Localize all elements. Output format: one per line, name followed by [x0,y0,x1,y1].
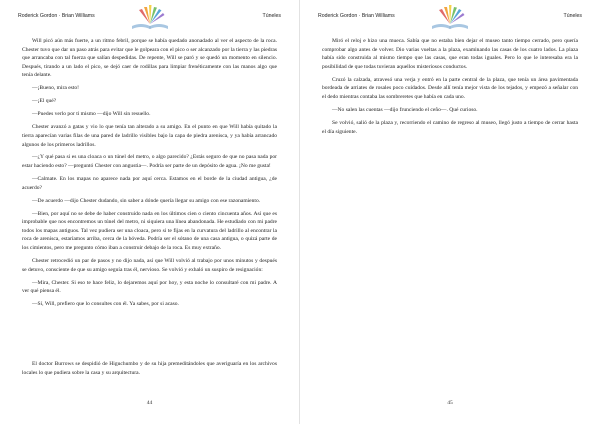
paragraph: —Calmate. En los mapas no aparece nada por aquí cerca. Estamos en el borde de la ciudad antigua, ¿de acuerdo? [22,176,277,191]
paragraph: —¡Bueno, mira esto! [32,85,79,92]
paragraph: —De acuerdo —dijo Chester dudando, sin saber a dónde quería llegar su amigo con ese razonamiento. [32,197,261,204]
paragraph: —¿Y qué pasa si es una cloaca o un túnel del metro, o algo parecido? ¿Estás seguro de que no pasa nada por estar haciendo esto? —preguntó Chester con angustia—. Podría ser parte de un depósito de agua. ¡No me gusta! [22,154,277,170]
paragraph: Will picó aún más fuerte, a un ritmo febril, porque se había quedado anonadado al ver el aspecto de la roca. Chester tuvo que dar un paso atrás para evitar que le golpeara con el pico o ser alcanzado por la tierra y las piedras que arrancaba con tal fuerza que salían despedidas. De repente, Will se paró y se quedó un momento en silencio. Después, tirando a un lado el pico, se dejó caer de rodillas para limpiar frenéticamente con las manos algo que tenía delante. [22,38,277,79]
paragraph: Cruzó la calzada, atravesó una verja y entró en la parte central de la plaza, que tenía un área pavimentada bordeada de arriates de rosales poco cuidados. Desde allí tenía mejor vista de los tejados, y empezó a señalar con el dedo mientras contaba las sombreretes que había en cada uno. [322,76,578,100]
paragraph: —Sí, Will, prefiero que lo consultes con él. Ya sabes, por si acaso. [32,301,179,308]
running-title: Túneles [563,13,582,19]
paragraph: —Mira, Chester. Si eso te hace feliz, lo dejaremos aquí por hoy, y esta noche lo consultaré con mi padre. A ver qué piensa él. [22,279,277,295]
left-page-section-start [22,360,277,377]
logo-book-icon [132,24,168,29]
paragraph: Chester retrocedió un par de pasos y no dijo nada, así que Will volvió al trabajo por unos minutos y después se detuvo, consciente de que su amigo seguía tras él, nervioso. Se volvió y exhaló un suspiro de resignación: [22,257,277,273]
left-page-body [22,37,277,313]
paragraph: —¡El qué? [32,98,57,105]
book-flower-logo [126,4,174,34]
logo-book-icon [432,24,468,29]
logo-rays-icon [439,5,465,24]
right-page [300,0,600,424]
page-number-right: 45 [447,400,453,406]
running-title: Túneles [262,13,281,19]
running-author: Roderick Gordon · Brian Williams [318,13,395,19]
running-author: Roderick Gordon · Brian Williams [18,13,95,19]
paragraph: —Puedes verlo por ti mismo —dijo Will sin resuello. [32,111,151,118]
page-number-left: 44 [146,400,153,406]
paragraph: El doctor Burrows se despidió de Higuchumbo y de su hija premeditándoles que averiguaría en los archivos locales lo que pudiera sobre la casa y su arquitectura. [22,361,277,376]
paragraph: —No salen las cuentas —dijo frunciendo el ceño—. Qué curioso. [332,106,478,113]
paragraph: Se volvió, salió de la plaza y, recorriendo el camino de regreso al museo, llegó justo a tiempo de cerrar hasta el día siguiente. [322,119,578,135]
logo-rays-icon [139,5,165,24]
paragraph: Miró el reloj e hizo una mueca. Sabía que no estaba bien dejar el museo tanto tiempo cerrado, pero quería comprobar algo antes de volver. Dio varias vueltas a la plaza, examinando las casas de los cuatro lados. La plaza había sido construida al mismo tiempo que las casas, que eran todas iguales. Pero lo que le interesaba era la posibilidad de que todas tuvieran aquellos misteriosos conductos. [322,38,578,70]
paragraph: —Bien, por aquí no se debe de haber construido nada en los últimos cien o ciento cincuenta años. Así que es improbable que nos encontremos un túnel del metro, ni siquiera una línea abandonada. He estudiado con mi padre todos los mapas antiguos. Tal vez pudiera ser una cloaca, pero si te fijas en la curvatura del ladrillo al encontrar la roca de arenisca, estaríamos arriba, cerca de la bóveda. Podría ser el sótano de una casa antigua, o quizá parte de los cimientos, pero me pregunto cómo iban a construir debajo de la roca. Es muy extraño. [22,210,277,251]
paragraph: Chester avanzó a gatas y vio lo que tenía tan alterado a su amigo. En el punto en que Will había quitado la tierra aparecían varias filas de una pared de ladrillo visibles bajo la capa de piedra arenisca, y ya había arrancado algunos de los primeros ladrillos. [22,124,277,148]
book-flower-logo [426,4,474,34]
right-page-body [322,37,578,141]
